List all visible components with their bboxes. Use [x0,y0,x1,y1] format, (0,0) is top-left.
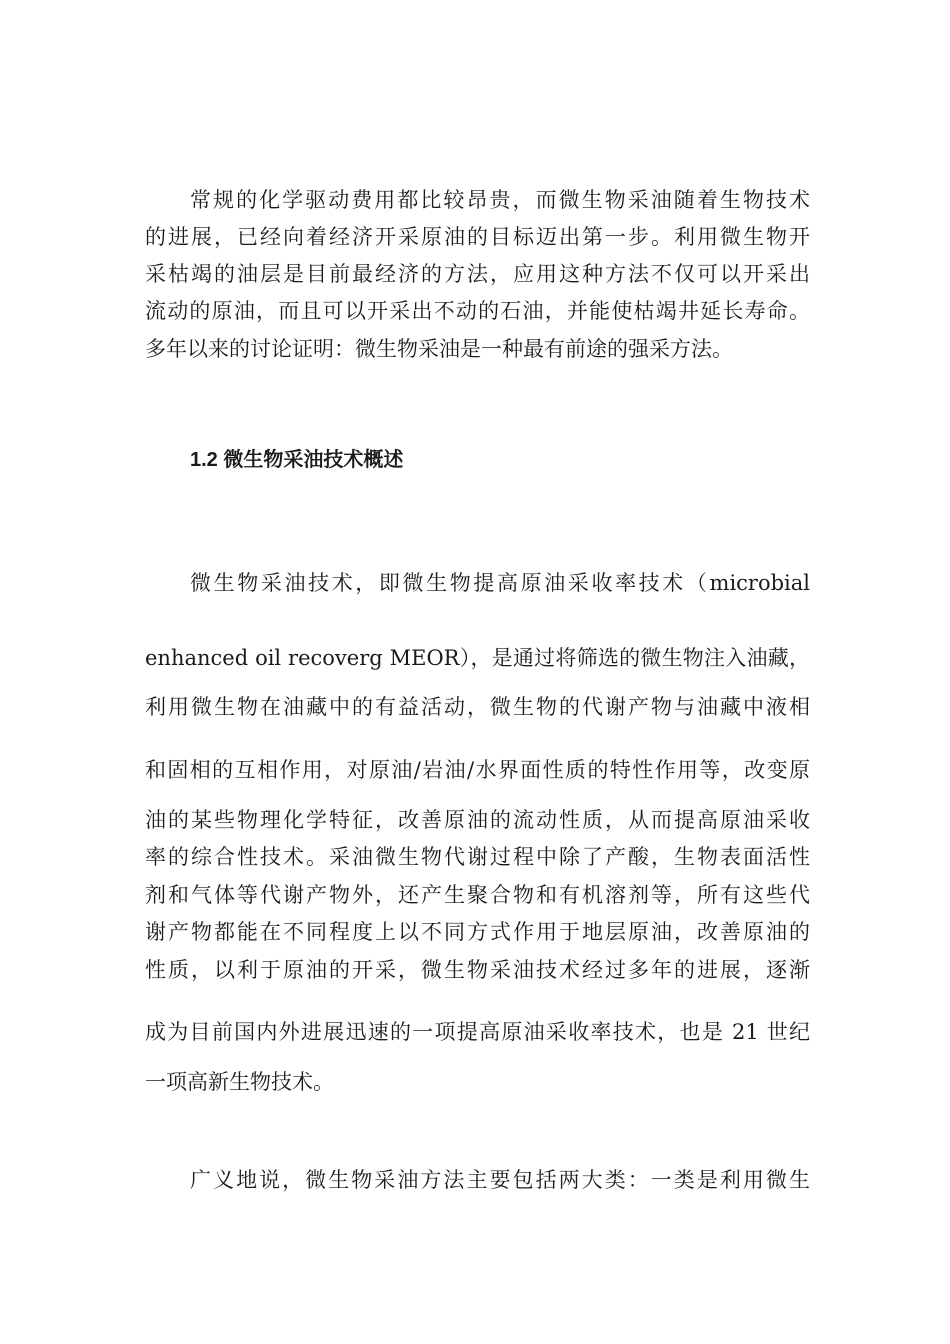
paragraph-line: 常规的化学驱动费用都比较昂贵，而微生物采油随着生物技术 [190,188,810,212]
paragraph-line: 油的某些物理化学特征，改善原油的流动性质，从而提高原油采收 [145,808,810,832]
paragraph-line: 性质，以利于原油的开采，微生物采油技术经过多年的进展，逐渐 [145,958,810,982]
paragraph-line: 的进展，已经向着经济开采原油的目标迈出第一步。利用微生物开 [145,225,810,249]
paragraph-line: 和固相的互相作用，对原油/岩油/水界面性质的特性作用等，改变原 [145,758,810,782]
paragraph-line: enhanced oil recoverg MEOR），是通过将筛选的微生物注入油藏， [145,646,810,670]
paragraph-line: 多年以来的讨论证明：微生物采油是一种最有前途的强采方法。 [145,337,733,361]
paragraph-line: 微生物采油技术，即微生物提高原油采收率技术（microbial [190,571,810,595]
section-heading: 1.2 微生物采油技术概述 [190,449,404,471]
paragraph-line: 采枯竭的油层是目前最经济的方法，应用这种方法不仅可以开采出 [145,262,810,286]
paragraph-line: 成为目前国内外进展迅速的一项提高原油采收率技术，也是 21 世纪 [145,1020,810,1044]
paragraph-line: 利用微生物在油藏中的有益活动，微生物的代谢产物与油藏中液相 [145,695,810,719]
paragraph-line: 剂和气体等代谢产物外，还产生聚合物和有机溶剂等，所有这些代 [145,883,810,907]
paragraph-line: 谢产物都能在不同程度上以不同方式作用于地层原油，改善原油的 [145,920,810,944]
paragraph-line: 率的综合性技术。采油微生物代谢过程中除了产酸，生物表面活性 [145,845,810,869]
paragraph-line: 广义地说，微生物采油方法主要包括两大类：一类是利用微生 [190,1168,810,1192]
paragraph-line: 流动的原油，而且可以开采出不动的石油，并能使枯竭井延长寿命。 [145,299,810,323]
paragraph-line: 一项高新生物技术。 [145,1070,334,1094]
